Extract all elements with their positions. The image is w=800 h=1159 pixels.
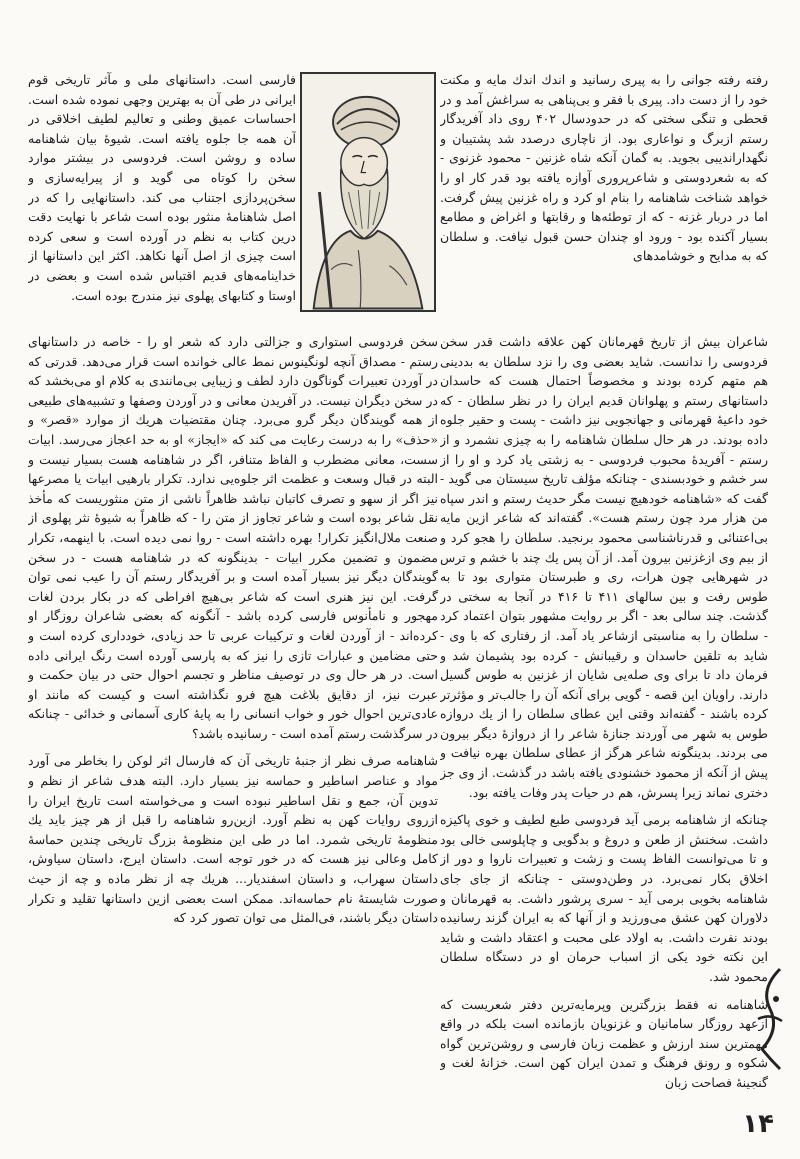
paragraph: چنانکه از شاهنامه برمی آید فردوسی طبع لطیف و خوی پاکیزه داشت. سخنش از طعن و دروغ و بدگویی و چاپلوسی خالی بود و تا می‌توانست الفاظ پست و زشت و تعبیرات ناروا و دور از اخلاق بکار نمی‌برد. در وطن‌دوستی - چنانکه از جای جای شاهنامه بخوبی برمی آید - سری پرشور داشت. به قهرمانان و دلاوران کهن عشق می‌ورزید و از آنها که به ایران گزند رسانیده بودند نفرت داشت. به اولاد علی محبت و اعتقاد داشت و شاید این نکته خود یکی از اسباب حرمان او در دستگاه سلطان محمود شد. <box>440 812 768 984</box>
paragraph: رفته رفته جوانی را به پیری رسانید و اندك اندك مایه و مکنت خود را از دست داد. پیری با فقر و بی‌پناهی به سراغش آمد و در قحطی و تنگی سختی که در حدودسال ۴۰۲ روی داد آفریدگار رستم ازبرگ و نواعاری بود. از ناچاری درصدد شد پشتیبان و نگهداراندیبی بجوید. به گمان آنکه شاه غزنین - محمود غزنوی - که به شعردوستی و شاعرپروری آوازه یافته بود قدر کار او را خواهد شناخت شاهنامه را بنام او کرد و راه غزنین پیش گرفت. اما در دربار غزنه - که از توطئه‌ها و رقابتها و اغراض و مطامع بسیار آکنده بود - ورود او چندان حسن قبول نیافت. و سلطان که به مدایح و خوشامدهای <box>440 72 768 264</box>
column-right-bottom <box>440 332 768 1112</box>
column-right-top <box>440 70 768 332</box>
paragraph: فارسی است. داستانهای ملی و مآثر تاریخی قوم ایرانی در طی آن به بهترین وجهی نموده شده است. احساسات عمیق وطنی و تعالیم لطیف اخلاقی در آن همه جا جلوه یافته است. شیوهٔ بیان شاهنامه ساده و روشن است. فردوسی در بیشتر موارد سخن را کوتاه می گوید و از پیرایه‌سازی و سخن‌پردازی اجتناب می کند. داستانهایی را که در اصل شاهنامهٔ منثور بوده است شاعر با نهایت دقت درین کتاب به نظم در آورده است و سعی کرده است چیزی از اصل آنها نکاهد. اکثر این داستانها از خداینامه‌های قدیم اقتباس شده است و بعضی در اوستا و کتابهای پهلوی نیز مندرج بوده است. <box>28 72 296 303</box>
paragraph: شاعران بیش از تاریخ قهرمانان کهن علاقه داشت قدر سخن فردوسی را ندانست. شاید بعضی وی را نزد سلطان به بددینی هم متهم کرده بودند و مخصوصاً احتمال هست که حاسدان داستانهای رستم و پهلوانان قدیم ایران را در نظر سلطان - که خود داعیهٔ قهرمانی و جهانجویی نیز داشت - پست و حقیر جلوه داده بودند. در هر حال سلطان شاهنامه را به چیزی نشمرد و از رستم - آفریدهٔ محبوب فردوسی - به زشتی یاد کرد و او را از سر خشم و خودبسندی - چنانکه مؤلف تاریخ سیستان می گوید - گفت که «شاهنامه خودهیچ نیست مگر حدیث رستم و اندر سپاه من هزار مرد چون رستم هست». گفته‌اند که شاعر ازین مایه بی‌اعتنائی و قدرناشناسی محمود برنجید. سلطان را هجو کرد و از بیم وی ازغزنین بیرون آمد. از آن پس یك چند با خشم و ترس در شهرهایی چون هرات، ری و طبرستان متواری بود تا به طوس رفت و بین سالهای ۴۱۱ تا ۴۱۶ در آنجا به سختی در گذشت. چند سالی بعد - اگر بر روایت مشهور بتوان اعتماد کرد - سلطان را به مناسبتی ازشاعر یاد آمد. از رفتاری که با وی - شاید به تلقین حاسدان و رقیبانش - کرده بود پشیمان شد و فرمان داد تا برای وی صله‌یی شایان از غزنین به طوس گسیل دارند. راویان این قصه - گویی برای آنکه آن را جالب‌تر و مؤثرتر کرده باشند - گفته‌اند وقتی این عطای سلطان را از یك دروازه طوس به شهر می آوردند جنازهٔ شاعر را از دروازهٔ دیگر بیرون می بردند. بدینگونه شاعر هرگز از عطای سلطان بهره نیافت و پیش از آنکه از محمود خشنودی یافته باشد در گذشت. از وی جز دختری نماند زیرا پسرش، هم در حیات پدر وفات یافته بود. <box>440 334 768 800</box>
page-number: ۱۴ <box>742 1109 774 1139</box>
paragraph: شاهنامه نه فقط بزرگترین وپرمایه‌ترین دفتر شعریست که ازعهد روزگار سامانیان و غزنویان بازمانده است بلکه در واقع مهمترین سند ارزش و عظمت زبان فارسی و روشن‌ترین گواه شکوه و رونق فرهنگ و تمدن ایران کهن است. خزانهٔ لغت و گنجینهٔ فصاحت زبان <box>440 996 768 1090</box>
column-left-top <box>28 70 296 332</box>
portrait-drawing <box>302 74 434 310</box>
kerman-magazine-logo <box>750 959 790 1079</box>
ferdowsi-portrait-image <box>300 72 436 312</box>
column-left-bottom <box>28 332 438 1112</box>
paragraph: شاهنامه صرف نظر از جنبهٔ تاریخی آن که فارسال اثر لوکن را بخاطر می آورد مواد و عناصر اساطیر و حماسه نیز بسیار دارد. البته هدف شاعر از نظم و تدوین آن، جمع و نقل اساطیر نبوده است و می‌خواسته است تاریخ ایران را ازروی روایات کهن به نظم آورد. ازین‌رو شاهنامه را قبل از هر چیز باید یك منظومهٔ تاریخی شمرد. اما در طی این منظومهٔ بزرگ تاریخی چندین حماسهٔ کامل وعالی نیز هست که در خور توجه است. داستان ایرج، داستان سیاوش، داستان سهراب، و داستان اسفندیار... هریك چه از نظر ماده و چه از حیث صورت شایستهٔ نام حماسه‌اند. ممکن است بعضی ازین داستانها تقلید و تکرار داستان دیگر باشند، فی‌المثل می توان تصور کرد که <box>28 753 438 926</box>
paragraph: سخن فردوسی استواری و جزالتی دارد که شعر او را - خاصه در داستانهای رستم - مصداق آنچه لونگینوس نمط عالی خوانده است قرار می‌دهد. قدرتی که در آوردن تعبیرات گوناگون دارد لطف و زیبایی بی‌مانندی به کلام او می‌بخشد که در سخن دیگران نیست. در آفریدن معانی و در آوردن وصفها و تشبیه‌های طبیعی از همه گویندگان دیگر گرو می‌برد. چنان مقتضیات هریك از موارد «قصر» و «حذف» را به درست رعایت می کند که «ایجاز» او به حد اعجاز می‌رسد. ابیات سست، معانی مضطرب و الفاظ متنافر، اگر در شاهنامه هست بسیار نیست و البته در قبال وسعت و عظمت اثر جلوه‌یی ندارد. تکرار بارهیی ابیات یا مصرعها نیز اگر از سهو و تصرف کاتبان نباشد ظاهراً ناشی از متن منثوریست که مأخذ نقل شاعر بوده است و شاعر تجاوز از متن را - که ظاهراً به شیوهٔ نثر پهلوی از صنعت ملال‌انگیز تکرار! بهره داشته است - روا نمی دیده است. با اینهمه، تکرار مضمون و تضمین مکرر ابیات - بدینگونه که در شاهنامه هست - در سخن گویندگان دیگر نیز بسیار آمده است و بر آفریدگار رستم آن را عیب نمی توان گرفت. این نیز هنری است که شاعر بی‌هیچ افراطی که در بکار بردن لغات مهجور و نامأنوس فارسی کرده باشد - آنگونه که بعضی شاعران روزگار او کرده‌اند - از آوردن لغات و ترکیبات عربی تا حد زیادی، خودداری کرده است و حتی مضامین و عبارات تازی را نیز که به پارسی آورده است رنگ ایرانی داده است. در هر حال وی در توصیف مناظر و تجسم احوال حتی در بیان حکمت و عبرت نیز، از دقایق بلاغت هیچ فرو نگذاشته است و کیست که مانند او عادی‌ترین احوال خور و خواب انسانی را به پایهٔ کاری آسمانی و خدائی - چنانکه در سرگذشت رستم آمده است - رسانیده باشد؟ <box>28 334 438 741</box>
